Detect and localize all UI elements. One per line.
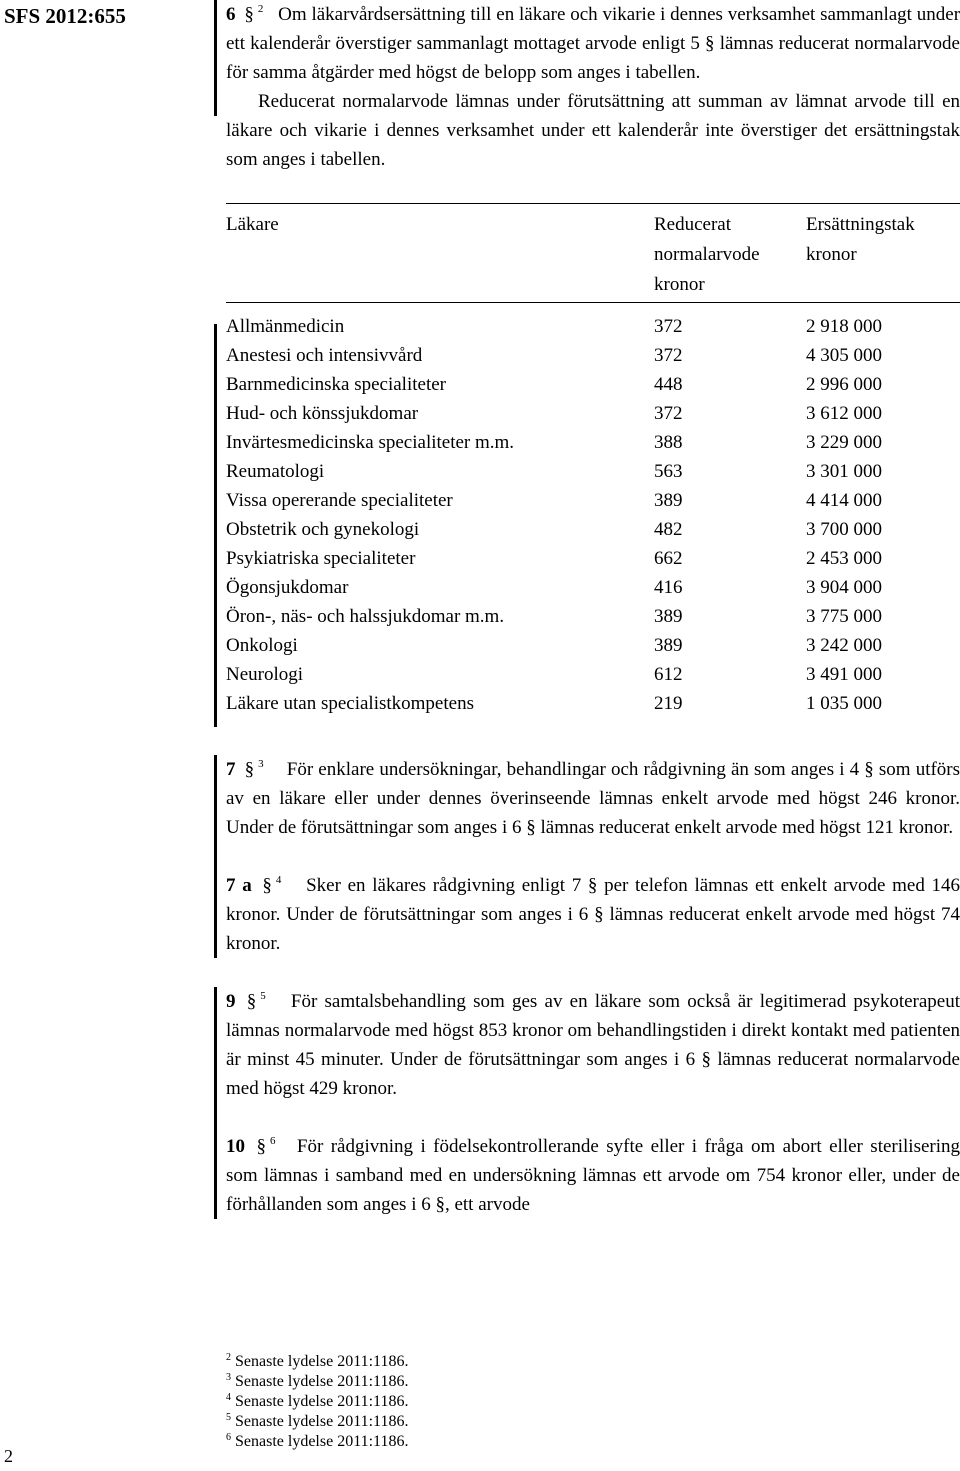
cell-reducerat-normalarvode: 662: [654, 548, 683, 569]
column-header-reducerat-normalarvode: Reducerat normalarvode kronor: [654, 214, 760, 295]
section-10-paragraph: [226, 1132, 960, 1219]
cell-reducerat-normalarvode: 482: [654, 519, 683, 540]
section-6-paragraph-2: Reducerat normalarvode lämnas under förutsättning att summan av lämnat arvode till en läkare och vikarie i dennes verksamhet under ett kalenderår inte överstiger det ersättningstak som anges i tabellen.: [226, 91, 960, 170]
table-row: [226, 428, 960, 457]
section-sign: §: [244, 4, 254, 25]
cell-specialty: Psykiatriska specialiteter: [226, 548, 416, 569]
cell-reducerat-normalarvode: 389: [654, 606, 683, 627]
footnote-number: 6: [226, 1432, 231, 1443]
section-7a: [226, 871, 960, 958]
section-10: [226, 1132, 960, 1219]
footnote-text: Senaste lydelse 2011:1186.: [235, 1413, 409, 1430]
cell-ersattningstak: 4 305 000: [806, 345, 882, 366]
cell-ersattningstak: 3 904 000: [806, 577, 882, 598]
section-9-text: För samtalsbehandling som ges av en läkare som också är legitimerad psykoterapeut lämnas normalarvode med högst 853 kronor om behandlingstiden i direkt kontakt med patienten är minst 45 minuter. Under de förutsättningar som anges i 6 § lämnas reducerat normalarvode med högst 429 kronor.: [226, 991, 960, 1099]
section-number: 6: [226, 4, 236, 25]
cell-reducerat-normalarvode: 372: [654, 403, 683, 424]
column-header-lakare: Läkare: [226, 214, 279, 235]
cell-ersattningstak: 1 035 000: [806, 693, 882, 714]
cell-ersattningstak: 3 612 000: [806, 403, 882, 424]
cell-reducerat-normalarvode: 372: [654, 345, 683, 366]
cell-reducerat-normalarvode: 388: [654, 432, 683, 453]
cell-specialty: Öron-, näs- och halssjukdomar m.m.: [226, 606, 505, 627]
cell-reducerat-normalarvode: 563: [654, 461, 683, 482]
footnote: [226, 1392, 408, 1412]
cell-specialty: Hud- och könssjukdomar: [226, 403, 419, 424]
section-7: [226, 755, 960, 842]
section-6: [226, 0, 960, 174]
section-6-paragraph-1: [226, 0, 960, 87]
cell-ersattningstak: 2 453 000: [806, 548, 882, 569]
cell-reducerat-normalarvode: 612: [654, 664, 683, 685]
change-bar: [214, 987, 217, 1132]
footnote-ref: 5: [260, 990, 266, 1002]
section-sign: §: [256, 1136, 266, 1157]
cell-ersattningstak: 3 775 000: [806, 606, 882, 627]
table-row: [226, 399, 960, 428]
section-number: 7 a: [226, 875, 252, 896]
table-header-row: [226, 204, 960, 303]
table-row: [226, 457, 960, 486]
cell-specialty: Onkologi: [226, 635, 298, 656]
section-number: 7: [226, 759, 236, 780]
table-row: [226, 631, 960, 660]
table-row: [226, 602, 960, 631]
fee-table-wrapper: [226, 203, 960, 718]
table-row: [226, 515, 960, 544]
section-7a-paragraph: [226, 871, 960, 958]
footnote: [226, 1432, 408, 1452]
footnote-ref: 3: [258, 758, 264, 770]
cell-specialty: Reumatologi: [226, 461, 325, 482]
footnote-number: 3: [226, 1372, 231, 1383]
section-9: [226, 987, 960, 1103]
table-row: [226, 660, 960, 689]
cell-specialty: Allmänmedicin: [226, 316, 345, 337]
change-bar: [214, 1132, 217, 1219]
footnote-ref: 6: [269, 1135, 276, 1147]
cell-specialty: Invärtesmedicinska specialiteter m.m.: [226, 432, 515, 453]
section-number: 10: [226, 1136, 245, 1157]
footnote-text: Senaste lydelse 2011:1186.: [235, 1353, 409, 1370]
cell-reducerat-normalarvode: 389: [654, 635, 683, 656]
cell-specialty: Obstetrik och gynekologi: [226, 519, 420, 540]
cell-reducerat-normalarvode: 372: [654, 316, 683, 337]
section-10-text: För rådgivning i födelsekontrollerande syfte eller i fråga om abort eller sterilisering som lämnas i samband med en undersökning lämnas ett arvode om 754 kronor eller, under de förhållanden som anges i 6 §, ett arvode: [226, 1136, 960, 1215]
change-bar: [214, 871, 217, 958]
cell-ersattningstak: 2 918 000: [806, 316, 882, 337]
footnote: [226, 1412, 408, 1432]
table-row: [226, 370, 960, 399]
change-bar: [214, 755, 217, 871]
section-7-paragraph: [226, 755, 960, 842]
cell-specialty: Ögonsjukdomar: [226, 577, 349, 598]
footnote-number: 4: [226, 1392, 231, 1403]
section-9-paragraph: [226, 987, 960, 1103]
cell-ersattningstak: 3 242 000: [806, 635, 882, 656]
section-number: 9: [226, 991, 236, 1012]
section-sign: §: [246, 991, 257, 1012]
footnotes: [226, 1352, 408, 1452]
cell-ersattningstak: 3 229 000: [806, 432, 882, 453]
cell-ersattningstak: 2 996 000: [806, 374, 882, 395]
cell-specialty: Neurologi: [226, 664, 304, 685]
footnote: [226, 1352, 408, 1372]
cell-ersattningstak: 3 491 000: [806, 664, 882, 685]
cell-reducerat-normalarvode: 389: [654, 490, 683, 511]
cell-reducerat-normalarvode: 219: [654, 693, 683, 714]
footnote-number: 2: [226, 1352, 231, 1363]
table-row: [226, 341, 960, 370]
change-bar: [214, 324, 217, 727]
section-sign: §: [244, 759, 255, 780]
footnote-text: Senaste lydelse 2011:1186.: [235, 1393, 409, 1410]
section-7-text: För enklare undersökningar, behandlingar och rådgivning än som anges i 4 § som utförs av en läkare eller under dennes överinseende lämnas enkelt arvode med högst 246 kronor. Under de förutsättningar som anges i 6 § lämnas reducerat enkelt arvode med högst 121 kronor.: [226, 759, 960, 838]
table-row: [226, 486, 960, 515]
cell-specialty: Vissa opererande specialiteter: [226, 490, 453, 511]
footnote-number: 5: [226, 1412, 231, 1423]
cell-ersattningstak: 3 301 000: [806, 461, 882, 482]
section-7a-text: Sker en läkares rådgivning enligt 7 § per telefon lämnas ett enkelt arvode med 146 kronor. Under de förutsättningar som anges i 6 § lämnas reducerat enkelt arvode med högst 74 kronor.: [226, 875, 960, 954]
section-sign: §: [262, 875, 272, 896]
document-body: [226, 0, 960, 1219]
fee-table: [226, 203, 960, 718]
table-row: [226, 573, 960, 602]
sfs-number: SFS 2012:655: [4, 4, 126, 28]
section-6-text-1: Om läkarvårdsersättning till en läkare och vikarie i dennes verksamhet sammanlagt under ett kalenderår överstiger sammanlagt mottaget arvode enligt 5 § lämnas reducerat normalarvode för samma åtgärder med högst de belopp som anges i tabellen.: [226, 4, 960, 83]
table-row: [226, 303, 960, 342]
cell-ersattningstak: 3 700 000: [806, 519, 882, 540]
footnote-ref: 2: [257, 3, 264, 15]
footnote-text: Senaste lydelse 2011:1186.: [235, 1373, 409, 1390]
cell-ersattningstak: 4 414 000: [806, 490, 882, 511]
table-body: [226, 303, 960, 719]
cell-specialty: Barnmedicinska specialiteter: [226, 374, 446, 395]
change-bar: [214, 0, 217, 116]
cell-reducerat-normalarvode: 416: [654, 577, 683, 598]
cell-specialty: Läkare utan specialistkompetens: [226, 693, 474, 714]
footnote: [226, 1372, 408, 1392]
cell-reducerat-normalarvode: 448: [654, 374, 683, 395]
column-header-ersattningstak: Ersättningstak kronor: [806, 214, 915, 265]
table-row: [226, 544, 960, 573]
page-number: 2: [4, 1446, 13, 1466]
footnote-ref: 4: [275, 874, 282, 886]
table-row: [226, 689, 960, 718]
cell-specialty: Anestesi och intensivvård: [226, 345, 423, 366]
footnote-text: Senaste lydelse 2011:1186.: [235, 1433, 409, 1450]
